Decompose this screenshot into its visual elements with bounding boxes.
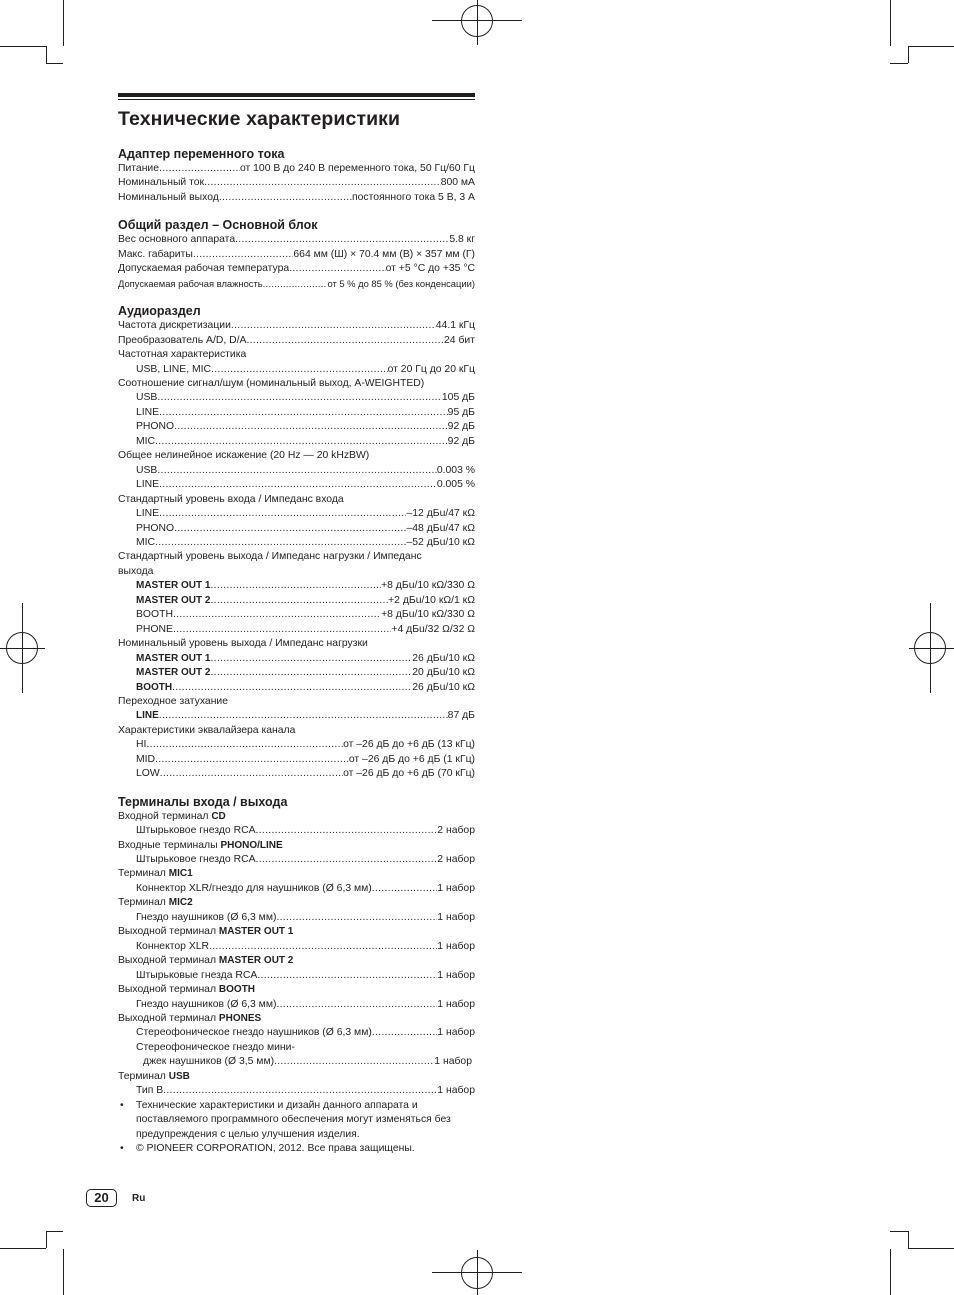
- spec-row: Допускаемая рабочая температура ..... от +5 °C до +35 °C: [118, 262, 475, 276]
- terminal-title: Терминал MIC1: [118, 868, 193, 880]
- spec-row: Преобразователь A/D, D/A ..... 24 бит: [118, 334, 475, 348]
- spec-row: Питание ..... от 100 В до 240 В переменного тока, 50 Гц/60 Гц: [118, 162, 475, 176]
- spec-content: [118, 93, 475, 1157]
- terminal-title: Выходной терминал MASTER OUT 1: [118, 926, 294, 938]
- spec-row: Номинальный выход ..... постоянного тока 5 В, 3 А: [118, 191, 475, 205]
- language-code: Ru: [132, 1193, 146, 1204]
- spec-row: LINE ..... 95 дБ: [118, 406, 475, 420]
- spec-row: USB ..... 0.003 %: [118, 464, 475, 478]
- title-rule-thick: [118, 93, 475, 97]
- spec-row: Частота дискретизации ..... 44.1 кГц: [118, 319, 475, 333]
- spec-row: джек наушников (Ø 3,5 мм) ..... 1 набор: [118, 1055, 475, 1069]
- terminal-title: Выходной терминал PHONES: [118, 1013, 262, 1025]
- spec-group-title: Частотная характеристика: [118, 349, 247, 361]
- spec-row: Коннектор XLR ..... 1 набор: [118, 940, 475, 954]
- terminal-title: Выходной терминал MASTER OUT 2: [118, 955, 294, 967]
- spec-row: LINE ..... 0.005 %: [118, 478, 475, 492]
- page-number: 20: [86, 1189, 117, 1207]
- spec-row: Гнездо наушников (Ø 6,3 мм) ..... 1 набор: [118, 911, 475, 925]
- spec-row: MASTER OUT 1 ..... 26 дБu/10 кΩ: [118, 652, 475, 666]
- spec-item-text: Стереофоническое гнездо мини-: [136, 1041, 295, 1053]
- section-general: [118, 218, 475, 291]
- page-title: Технические характеристики: [118, 108, 401, 130]
- spec-row: USB, LINE, MIC ..... от 20 Гц до 20 кГц: [118, 363, 475, 377]
- section-heading: Аудиораздел: [118, 304, 201, 319]
- spec-group-title: Характеристики эквалайзера канала: [118, 724, 296, 736]
- spec-row: Стереофоническое гнездо наушников (Ø 6,3 мм) ..... 1 набор: [118, 1026, 475, 1040]
- section-heading: Терминалы входа / выхода: [118, 794, 288, 809]
- spec-row: LINE ..... 87 дБ: [118, 709, 475, 723]
- spec-row: Номинальный ток ..... 800 мА: [118, 176, 475, 190]
- spec-row: LINE ..... –12 дБu/47 кΩ: [118, 507, 475, 521]
- spec-group-title: Общее нелинейное искажение (20 Hz — 20 kHzBW): [118, 450, 370, 462]
- spec-group-title: Переходное затухание: [118, 695, 229, 707]
- section-terminals: [118, 795, 475, 1157]
- spec-row: MID ..... от –26 дБ до +6 дБ (1 кГц): [118, 753, 475, 767]
- spec-row: LOW ..... от –26 дБ до +6 дБ (70 кГц): [118, 767, 475, 781]
- spec-row: Вес основного аппарата ..... 5.8 кг: [118, 233, 475, 247]
- spec-row: Штырьковое гнездо RCA ..... 2 набор: [118, 824, 475, 838]
- spec-row: HI ..... от –26 дБ до +6 дБ (13 кГц): [118, 738, 475, 752]
- spec-row: Коннектор XLR/гнездо для наушников (Ø 6,3 мм) ..... 1 набор: [118, 882, 475, 896]
- note-item: • © PIONEER CORPORATION, 2012. Все права защищены.: [120, 1143, 415, 1155]
- terminal-title: Терминал MIC2: [118, 897, 193, 909]
- spec-row: MASTER OUT 1 ..... +8 дБu/10 кΩ/330 Ω: [118, 579, 475, 593]
- spec-row: MIC ..... 92 дБ: [118, 435, 475, 449]
- spec-row: BOOTH ..... +8 дБu/10 кΩ/330 Ω: [118, 608, 475, 622]
- terminal-title: Входные терминалы PHONO/LINE: [118, 839, 283, 851]
- spec-group-title: Соотношение сигнал/шум (номинальный выход, A-WEIGHTED): [118, 377, 425, 389]
- section-heading: Адаптер переменного тока: [118, 147, 285, 161]
- terminal-title: Входной терминал CD: [118, 810, 226, 822]
- spec-row: MASTER OUT 2 ..... +2 дБu/10 кΩ/1 кΩ: [118, 594, 475, 608]
- spec-row: MIC ..... –52 дБu/10 кΩ: [118, 536, 475, 550]
- title-rule-thin: [118, 99, 475, 100]
- section-heading: Общий раздел – Основной блок: [118, 218, 318, 233]
- note-item: • Технические характеристики и дизайн данного аппарата и поставляемого программного обеспечения могут изменяться без предупреждения с целью улучшения изделия.: [120, 1099, 451, 1140]
- spec-row: Макс. габариты ..... 664 мм (Ш) × 70.4 мм (В) × 357 мм (Г): [118, 248, 475, 262]
- spec-row: BOOTH ..... 26 дБu/10 кΩ: [118, 681, 475, 695]
- spec-row: Штырьковое гнездо RCA ..... 2 набор: [118, 853, 475, 867]
- spec-row: Штырьковые гнезда RCA ..... 1 набор: [118, 969, 475, 983]
- spec-group-title: Номинальный уровень выхода / Импеданс нагрузки: [118, 638, 368, 650]
- section-audio: [118, 304, 475, 782]
- terminal-title: Терминал USB: [118, 1070, 190, 1082]
- spec-row: USB ..... 105 дБ: [118, 391, 475, 405]
- spec-row: Допускаемая рабочая влажность ..... от 5 % до 85 % (без конденсации): [118, 277, 475, 291]
- terminal-title: Выходной терминал BOOTH: [118, 984, 256, 996]
- spec-row: PHONE ..... +4 дБu/32 Ω/32 Ω: [118, 623, 475, 637]
- spec-row: PHONO ..... 92 дБ: [118, 420, 475, 434]
- spec-row: Тип B ..... 1 набор: [118, 1084, 475, 1098]
- spec-group-title: Стандартный уровень входа / Импеданс входа: [118, 493, 344, 505]
- spec-group-title: Стандартный уровень выхода / Импеданс нагрузки / Импеданс выхода: [118, 551, 422, 577]
- spec-row: PHONO ..... –48 дБu/47 кΩ: [118, 522, 475, 536]
- spec-row: Гнездо наушников (Ø 6,3 мм) ..... 1 набор: [118, 998, 475, 1012]
- spec-row: MASTER OUT 2 ..... 20 дБu/10 кΩ: [118, 666, 475, 680]
- section-ac-adapter: [118, 147, 475, 205]
